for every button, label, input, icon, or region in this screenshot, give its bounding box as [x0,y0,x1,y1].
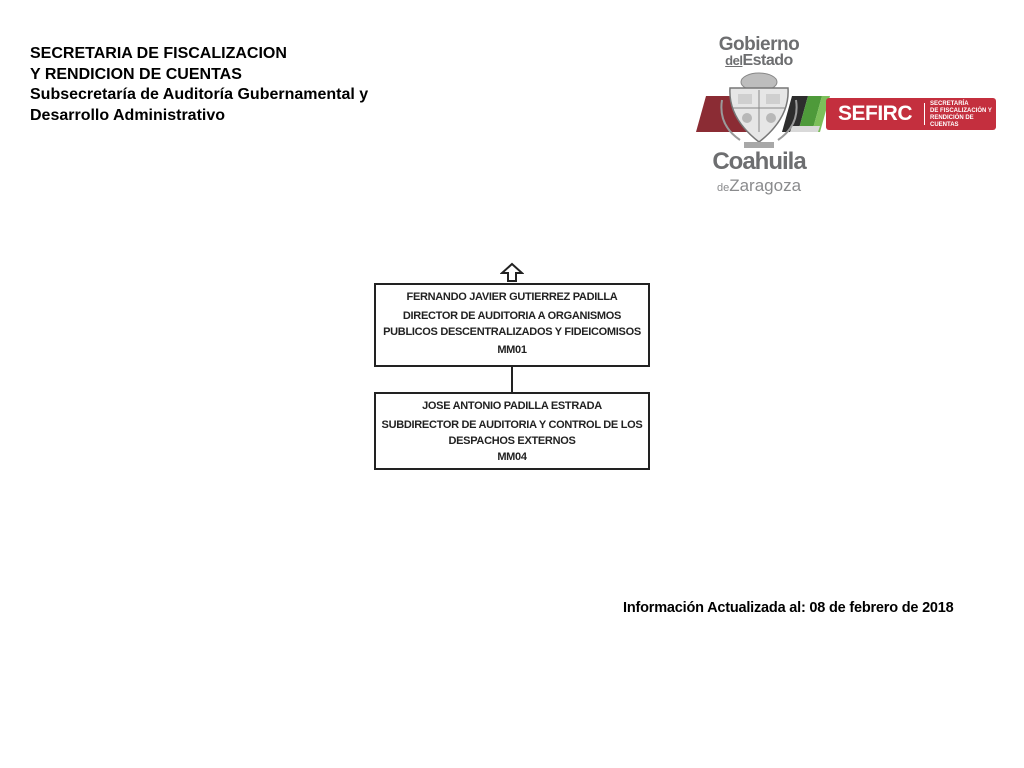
government-logo [696,30,1016,200]
header-line-1: SECRETARIA DE FISCALIZACION [30,45,287,62]
node-code: MM01 [497,344,527,356]
node-title-line-2: DESPACHOS EXTERNOS [448,434,576,447]
logo-zaragoza-text: Zaragoza [729,176,802,195]
logo-de-text: de [716,182,730,194]
org-connector-line [511,365,513,392]
header-line-2: Y RENDICION DE CUENTAS [30,65,242,83]
node-title-line-1: SUBDIRECTOR DE AUDITORIA Y CONTROL DE LOS [381,419,643,431]
sefirc-subtitle [930,101,994,129]
logo-del-estado-text [696,52,822,70]
logo-del-text: del [725,53,743,68]
node-title-line-2: PUBLICOS DESCENTRALIZADOS Y FIDEICOMISOS [383,325,641,338]
logo-estado-text: Estado [742,52,793,69]
sefirc-subtitle-2: DE FISCALIZACIÓN Y [930,108,992,114]
org-node-subdirector [374,392,650,470]
sefirc-separator [924,103,925,125]
node-name: FERNANDO JAVIER GUTIERREZ PADILLA [406,291,618,303]
sefirc-name: SEFIRC [838,102,913,125]
sefirc-subtitle-1: SECRETARÍA [930,101,969,107]
node-name: JOSE ANTONIO PADILLA ESTRADA [422,400,602,412]
node-title-line-1: DIRECTOR DE AUDITORIA A ORGANISMOS [402,310,622,322]
node-title [376,309,648,340]
node-code: MM04 [497,451,527,463]
logo-gobierno-text: Gobierno [718,34,800,55]
header-line-4: Desarrollo Administrativo [30,106,226,124]
page-header [30,44,368,126]
logo-coahuila-text: Coahuila [712,148,806,175]
sefirc-subtitle-3: RENDICIÓN DE CUENTAS [930,115,974,128]
coat-of-arms-icon [720,70,798,150]
logo-zaragoza-line [696,176,822,196]
node-title [376,418,648,449]
update-date-note: Información Actualizada al: 08 de febrero de 2018 [623,600,954,616]
header-line-3: Subsecretaría de Auditoría Gubernamental y [30,86,369,103]
sefirc-badge [826,98,996,130]
org-node-director [374,283,650,367]
up-arrow-icon[interactable] [500,262,524,284]
